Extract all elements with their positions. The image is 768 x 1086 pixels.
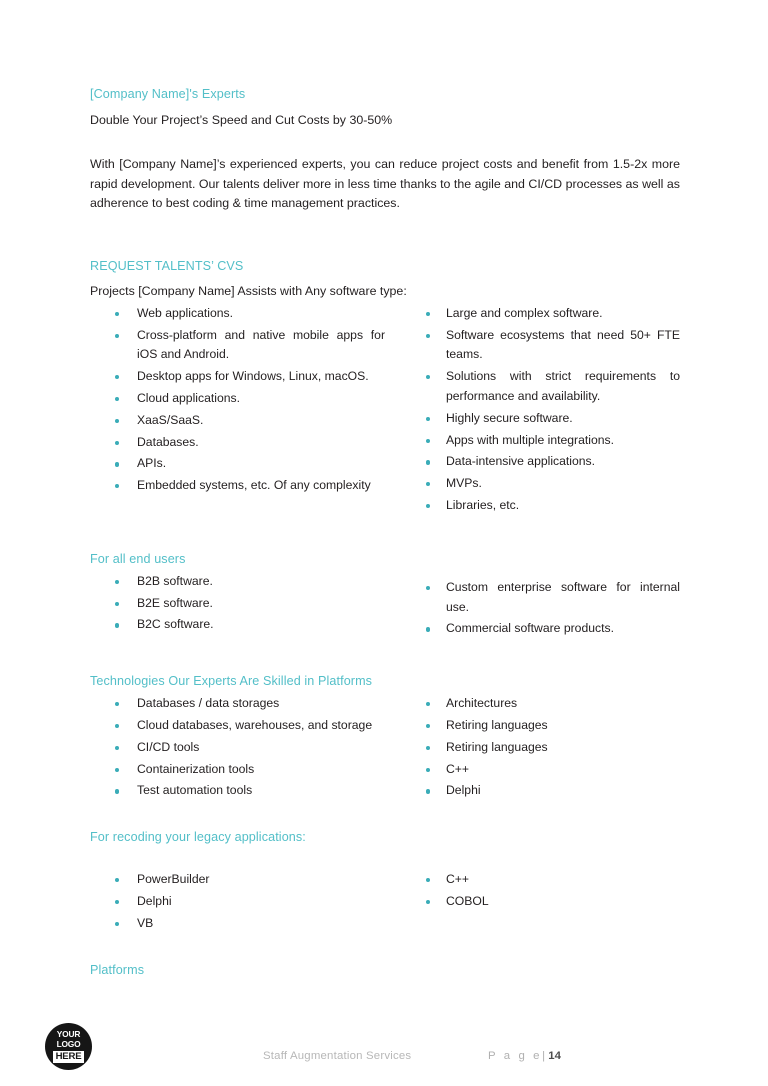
list-item: Databases. [90, 433, 385, 453]
list-column-left [90, 694, 385, 803]
list-item: Desktop apps for Windows, Linux, macOS. [90, 367, 385, 387]
list-item: Solutions with strict requirements to performance and availability. [408, 367, 680, 407]
list-item: Delphi [90, 892, 385, 912]
list-item: APIs. [90, 454, 385, 474]
list-item: MVPs. [408, 474, 680, 494]
list-item: VB [90, 914, 385, 934]
list-column-right [385, 578, 680, 641]
list-item: COBOL [408, 892, 680, 912]
section-platforms [90, 962, 680, 979]
list-item: Custom enterprise software for internal use. [408, 578, 680, 618]
list-item: Retiring languages [408, 716, 680, 736]
list-item: C++ [408, 760, 680, 780]
list-item: Test automation tools [90, 781, 385, 801]
list-item: Large and complex software. [408, 304, 680, 324]
intro-paragraph: With [Company Name]’s experienced experts, you can reduce project costs and benefit from 1.5-2x more rapid development. Our talents deliver more in less time thanks to the agile and CI/CD processes as well as adherence to best coding & time management practices. [90, 157, 680, 211]
page-subtitle: Double Your Project’s Speed and Cut Costs by 30-50% [90, 113, 393, 127]
footer-page-number [488, 1050, 561, 1062]
list-item: PowerBuilder [90, 870, 385, 890]
page-title: [Company Name]'s Experts [90, 87, 246, 101]
footer-page-value: 14 [548, 1050, 561, 1062]
bullet-list-left [90, 694, 385, 801]
bullet-list-right [408, 304, 680, 516]
list-item: XaaS/SaaS. [90, 411, 385, 431]
section-heading: For recoding your legacy applications: [90, 830, 306, 845]
list-item: Highly secure software. [408, 409, 680, 429]
two-column-list [90, 870, 680, 935]
list-item: Cloud applications. [90, 389, 385, 409]
list-column-right [385, 870, 680, 935]
section-heading: Platforms [90, 962, 145, 977]
list-item: Web applications. [90, 304, 385, 324]
footer-page-word: P a g e [488, 1050, 543, 1062]
two-column-list [90, 694, 680, 803]
logo-line-2: LOGO [56, 1039, 81, 1050]
bullet-list-left [90, 304, 385, 496]
list-item: Cloud databases, warehouses, and storage [90, 716, 385, 736]
section-heading: Technologies Our Experts Are Skilled in Platforms [90, 674, 373, 689]
section-for-all-end-users [90, 551, 680, 641]
section-technologies [90, 673, 680, 803]
bullet-list-left [90, 572, 385, 635]
list-item: Containerization tools [90, 760, 385, 780]
two-column-list [90, 572, 680, 641]
bullet-list-right [408, 870, 680, 912]
list-column-right [385, 304, 680, 518]
list-item: Embedded systems, etc. Of any complexity [90, 476, 385, 496]
section-request-talents-cvs [90, 258, 680, 518]
page-footer [0, 1036, 768, 1080]
list-item: CI/CD tools [90, 738, 385, 758]
list-item: C++ [408, 870, 680, 890]
section-legacy-recoding [90, 829, 680, 935]
list-column-right [385, 694, 680, 803]
document-body [90, 86, 680, 979]
list-item: Data-intensive applications. [408, 452, 680, 472]
list-item: B2E software. [90, 594, 385, 614]
section-lead: Projects [Company Name] Assists with Any software type: [90, 283, 407, 298]
list-item: B2C software. [90, 615, 385, 635]
bullet-list-right [408, 694, 680, 801]
list-item: Architectures [408, 694, 680, 714]
list-item: Delphi [408, 781, 680, 801]
logo-line-1: YOUR [56, 1029, 81, 1040]
list-item: Retiring languages [408, 738, 680, 758]
list-column-left [90, 572, 385, 641]
list-column-left [90, 870, 385, 935]
list-item: Apps with multiple integrations. [408, 431, 680, 451]
list-item: Cross-platform and native mobile apps for iOS and Android. [90, 326, 385, 366]
list-column-left [90, 304, 385, 518]
bullet-list-left [90, 870, 385, 933]
section-heading: REQUEST TALENTS’ CVS [90, 258, 244, 273]
section-heading: For all end users [90, 551, 186, 566]
list-item: Software ecosystems that need 50+ FTE teams. [408, 326, 680, 366]
list-item: B2B software. [90, 572, 385, 592]
list-item: Commercial software products. [408, 619, 680, 639]
bullet-list-right [408, 578, 680, 639]
footer-page-separator: | [542, 1050, 546, 1062]
list-item: Databases / data storages [90, 694, 385, 714]
two-column-list [90, 304, 680, 518]
footer-document-name: Staff Augmentation Services [263, 1050, 412, 1062]
list-item: Libraries, etc. [408, 496, 680, 516]
logo-line-3: HERE [53, 1051, 84, 1063]
